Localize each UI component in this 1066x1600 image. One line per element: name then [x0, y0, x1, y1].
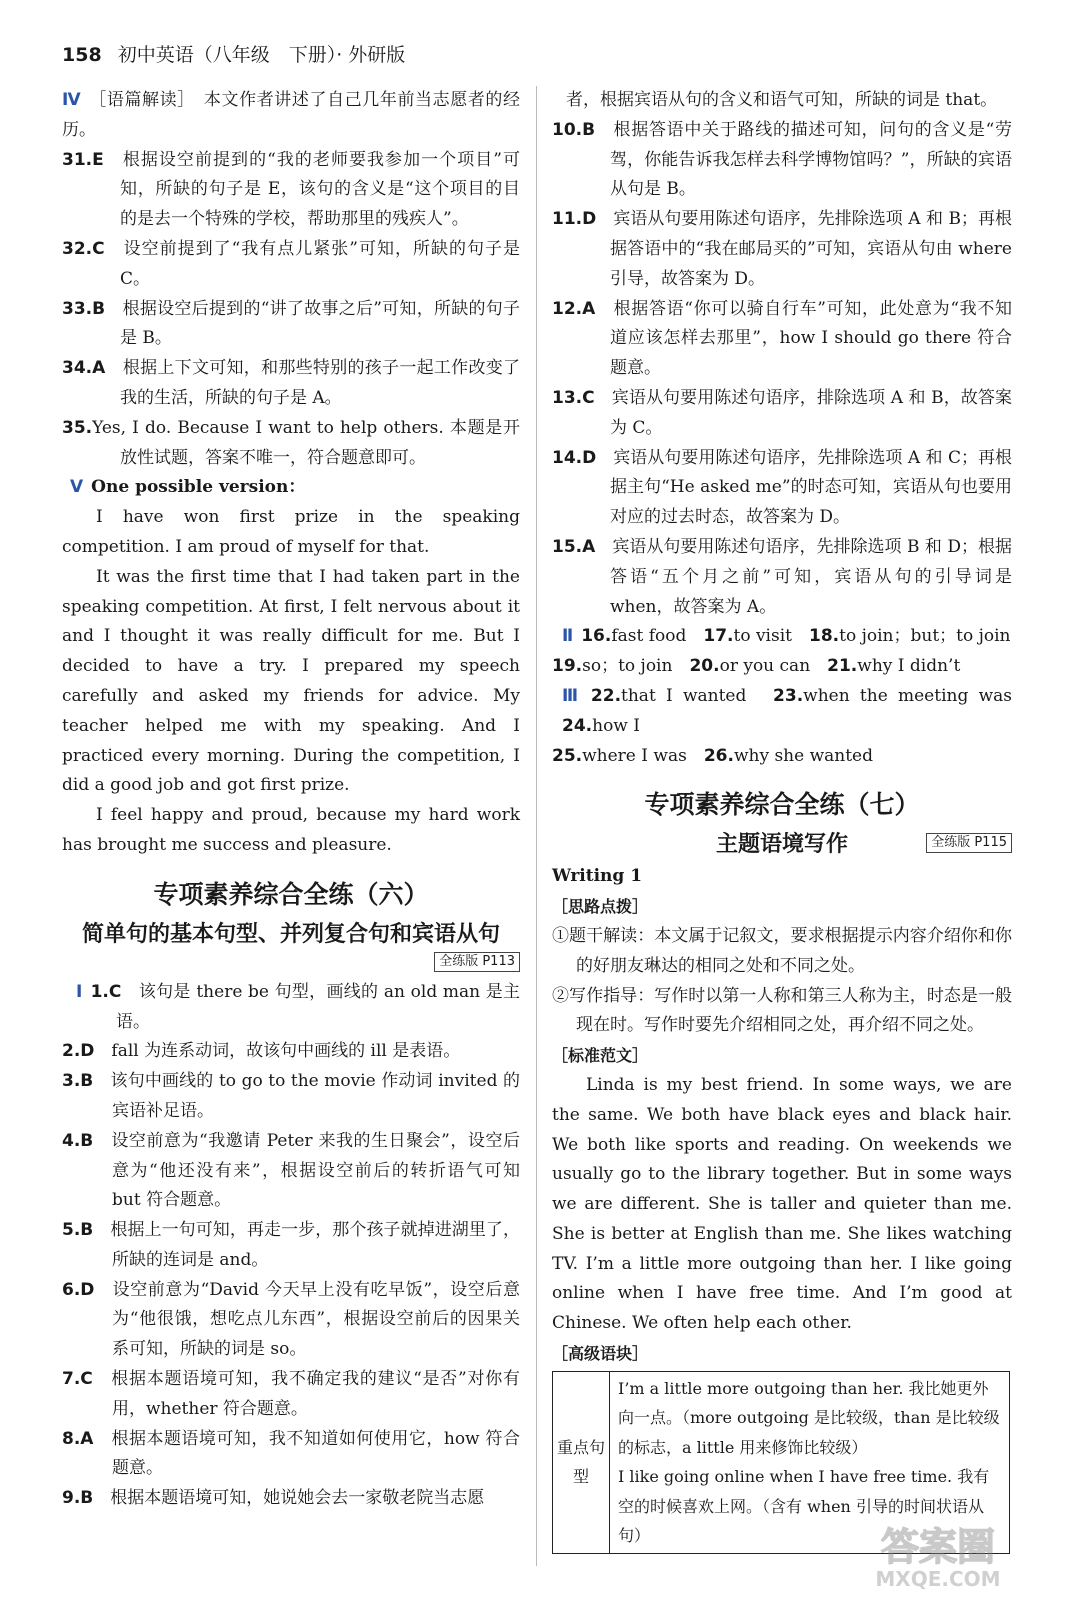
page-number: 158 — [62, 44, 102, 66]
watermark-domain: MXQE.COM — [875, 1567, 1001, 1591]
answer-item: 10.B 根据答语中关于路线的描述可知，问句的含义是“劳驾，你能告诉我怎样去科学博物馆吗？”，所缺的宾语从句是 B。 — [552, 119, 1012, 200]
roman-i: Ⅰ — [76, 981, 83, 1002]
thinking-label: ［思路点拨］ — [552, 897, 649, 917]
answer-item: 7.C 根据本题语境可知，我不确定我的建议“是否”对你有用，whether 符合题意。 — [62, 1369, 520, 1419]
advanced-label: ［高级语块］ — [552, 1344, 649, 1364]
roman-iv: Ⅳ — [62, 90, 82, 110]
answer-item: 5.B 根据上一句可知，再走一步，那个孩子就掉进湖里了，所缺的连词是 and。 — [62, 1220, 520, 1270]
section-iii-answers-cont: 25.where I was 26.why she wanted — [552, 745, 873, 766]
section-ii-answers: Ⅱ 16.fast food 17.to visit 18.to join；but；to join — [562, 626, 1011, 647]
right-column — [552, 86, 1012, 1554]
writing-title: Writing 1 — [552, 866, 643, 887]
thinking-point-1: ①题干解读：本文属于记叙文，要求根据提示内容介绍你和你的好朋友琳达的相同之处和不同之处。 — [552, 925, 1012, 976]
section-v-label: Ⅴ One possible version： — [70, 477, 306, 498]
watermark-text: 答案圈 — [880, 1525, 996, 1569]
answer-item: 12.A 根据答语“你可以骑自行车”可知，此处意为“我不知道应该怎样去那里”，how I should go there 符合题意。 — [552, 298, 1013, 379]
answer-item: 4.B 设空前意为“我邀请 Peter 来我的生日聚会”，设空后意为“他还没有来”，根据设空前后的转折语气可知 but 符合题意。 — [62, 1130, 521, 1211]
answer-item: 3.B 该句中画线的 to go to the movie 作动词 invited 的宾语补足语。 — [62, 1071, 520, 1121]
answer-item: 14.D 宾语从句要用陈述句语序，先排除选项 A 和 C；再根据主句“He asked me”的时态可知，宾语从句也要用对应的过去时态，故答案为 D。 — [552, 447, 1013, 528]
section-7-title: 专项素养综合全练（七） — [644, 790, 920, 820]
section-iii-answers: Ⅲ 22.that I wanted 23.when the meeting was 24.how I — [562, 685, 1012, 736]
essay-paragraph: I feel happy and proud, because my hard work has brought me success and pleasure. — [62, 805, 520, 855]
answer-item: 15.A 宾语从句要用陈述句语序，先排除选项 B 和 D；根据答语“五个月之前”可知，宾语从句的引导词是 when，故答案为 A。 — [552, 536, 1012, 617]
answer-item: 35.Yes, I do. Because I want to help others. 本题是开放性试题，答案不唯一，符合题意即可。 — [62, 417, 520, 468]
section-6-title: 专项素养综合全练（六） — [153, 879, 429, 909]
roman-ii: Ⅱ — [562, 626, 574, 647]
page-header — [62, 40, 405, 67]
section-6-subtitle: 简单句的基本句型、并列复合句和宾语从句 — [81, 921, 500, 947]
answer-item: 13.C 宾语从句要用陈述句语序，排除选项 A 和 B，故答案为 C。 — [552, 387, 1012, 438]
book-title: 初中英语（八年级 下册）· 外研版 — [117, 44, 406, 66]
watermark-logo — [850, 1516, 1026, 1592]
model-label: ［标准范文］ — [552, 1046, 649, 1066]
table-content: I’m a little more outgoing than her. 我比她更外向一点。（more outgoing 是比较级，than 是比较级的标志，a little 用来修饰比较级） I like going online when I have free time. 我有空的时候喜欢上网。（含有 when 引导的时间状语从句） — [610, 1371, 1010, 1553]
section-6-badge: 全练版 P113 — [434, 952, 520, 972]
essay-paragraph: It was the first time that I had taken part in the speaking competition. At first, I felt nervous about it and I thought it was really difficult for me. But I decided to have a try. I prepared my speech carefully and asked my friends for advice. My teacher helped me with my speaking. And I practiced every morning. During the competition, I did a good job and got first prize. — [62, 566, 520, 796]
answer-item: 2.D fall 为连系动词，故该句中画线的 ill 是表语。 — [62, 1041, 461, 1062]
answer-item: 32.C 设空前提到了“我有点儿紧张”可知，所缺的句子是 C。 — [62, 238, 521, 289]
section-ii-answers-cont: 19.so；to join 20.or you can 21.why I didn’t — [552, 656, 961, 677]
section-7-badge: 全练版 P115 — [926, 833, 1012, 853]
model-essay: Linda is my best friend. In some ways, we are the same. We both have black eyes and black hair. We both like sports and reading. On weekends we usually go to the library together. But in some ways we are different. She is taller and quieter than me. She is better at English than me. She likes watching TV. I’m a little more outgoing than her. I like going online when I have free time. And I’m good at Chinese. We often help each other. — [552, 1074, 1012, 1334]
answer-item: 9.B 根据本题语境可知，她说她会去一家敬老院当志愿 — [62, 1488, 485, 1509]
roman-v: Ⅴ — [70, 477, 84, 498]
answer-item: 34.A 根据上下文可知，和那些特别的孩子一起工作改变了我的生活，所缺的句子是 A。 — [62, 358, 521, 408]
continued-text: 者，根据宾语从句的含义和语气可知，所缺的词是 that。 — [566, 90, 998, 110]
answer-item: 6.D 设空前意为“David 今天早上没有吃早饭”，设空后意为“他很饿，想吃点儿东西”，根据设空前后的因果关系可知，所缺的词是 so。 — [62, 1279, 521, 1360]
column-divider — [536, 86, 537, 1566]
roman-iii: Ⅲ — [562, 685, 583, 706]
answer-item: 31.E 根据设空前提到的“我的老师要我参加一个项目”可知，所缺的句子是 E，该句的含义是“这个项目的目的是去一个特殊的学校，帮助那里的残疾人”。 — [62, 149, 520, 230]
thinking-point-2: ②写作指导：写作时以第一人称和第三人称为主，时态是一般现在时。写作时要先介绍相同之处，再介绍不同之处。 — [552, 985, 1012, 1036]
section-iv-intro: Ⅳ ［语篇解读］ 本文作者讲述了自己几年前当志愿者的经历。 — [62, 90, 521, 140]
answer-item: 8.A 根据本题语境可知，我不知道如何使用它，how 符合题意。 — [62, 1428, 521, 1479]
answer-item: 11.D 宾语从句要用陈述句语序，先排除选项 A 和 B；再根据答语中的“我在邮局买的”可知，宾语从句由 where 引导，故答案为 D。 — [552, 209, 1012, 289]
answer-item: Ⅰ 1.C 该句是 there be 句型，画线的 an old man 是主语。 — [76, 981, 521, 1032]
essay-paragraph: I have won first prize in the speaking competition. I am proud of myself for that. — [62, 507, 520, 557]
left-column — [62, 86, 520, 1514]
answer-item: 33.B 根据设空后提到的“讲了故事之后”可知，所缺的句子是 B。 — [62, 298, 520, 349]
table-label: 重点句型 — [553, 1371, 610, 1553]
section-7-subtitle: 主题语境写作 — [715, 832, 848, 858]
